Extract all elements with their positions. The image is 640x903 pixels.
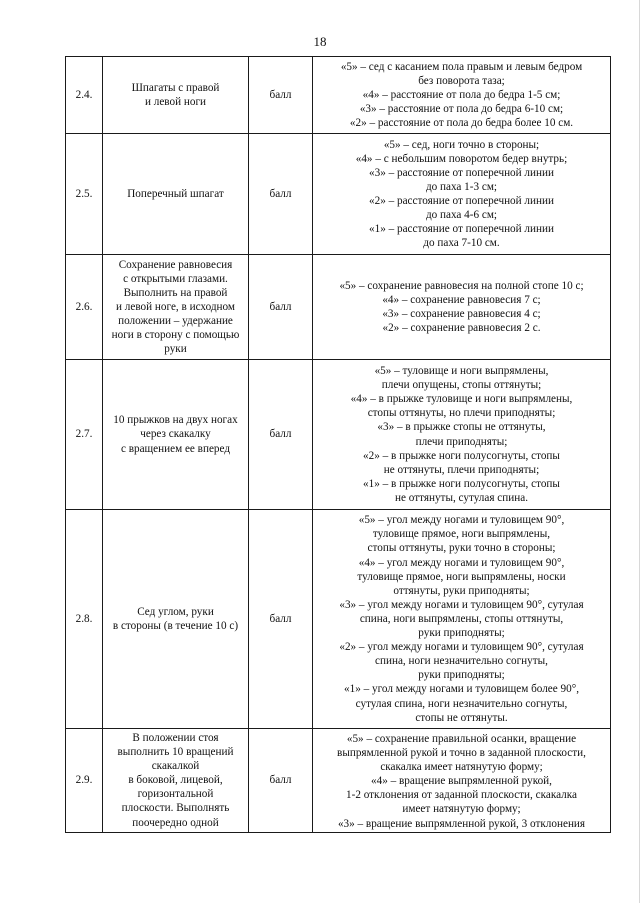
test-name [103, 360, 249, 510]
criteria-cell [313, 134, 611, 255]
criteria-line: «4» – вращение выпрямленной рукой, [371, 775, 552, 788]
criteria-line: плечи опущены, стопы оттянуты; [381, 379, 542, 392]
criteria-line: выпрямленной рукой и точно в заданной плоскости, [337, 747, 586, 760]
unit-cell: балл [249, 510, 313, 729]
row-number: 2.7. [66, 360, 103, 510]
criteria-line: стопы не оттянуты. [415, 711, 508, 724]
table-row [66, 255, 611, 360]
unit-cell: балл [249, 729, 313, 833]
criteria-line: «5» – сохранение равновесия на полной стопе 10 с; [339, 279, 584, 292]
criteria-line: «1» – угол между ногами и туловищем более 90°, [344, 683, 579, 696]
criteria-line: руки приподняты; [418, 669, 505, 682]
unit-cell: балл [249, 134, 313, 255]
criteria-line: «1» – в прыжке ноги полусогнуты, стопы [363, 477, 560, 490]
test-name-line: Шпагаты с правой [131, 81, 220, 94]
criteria-line: плечи приподняты; [415, 435, 508, 448]
criteria-line: «5» – туловище и ноги выпрямлены, [374, 365, 549, 378]
criteria-line: «2» – расстояние от пола до бедра более 10 см. [349, 117, 574, 130]
criteria-line: оттянуты, руки приподняты; [393, 584, 530, 597]
criteria-cell [313, 729, 611, 833]
test-name-line: и левой ноги [144, 96, 207, 108]
criteria-line: «4» – с небольшим поворотом бедер внутрь; [355, 152, 568, 165]
test-name-line: В положении стоя [132, 732, 219, 744]
test-name-line: горизонтальной [137, 788, 214, 801]
criteria-line: «3» – расстояние от поперечной линии [369, 166, 554, 179]
criteria-line: туловище прямое, ноги выпрямлены, носки [357, 570, 566, 583]
test-name-line: 10 прыжков на двух ногах [113, 414, 238, 427]
page-number: 18 [313, 34, 327, 49]
criteria-line: «3» – вращение выпрямленной рукой, 3 отклонения [337, 817, 586, 830]
criteria-line: «3» – угол между ногами и туловищем 90°, сутулая [339, 598, 584, 611]
table-row [66, 57, 611, 134]
test-name-line: с вращением ее вперед [120, 442, 231, 455]
test-name-line: в стороны (в течение 10 с) [112, 620, 239, 632]
standards-table [65, 56, 611, 833]
criteria-line: «3» – расстояние от пола до бедра 6-10 см; [359, 103, 564, 116]
criteria-line: не оттянуты, сутулая спина. [395, 491, 528, 504]
test-name-line: плоскости. Выполнять [121, 802, 230, 815]
test-name-line: скакалкой [151, 760, 200, 773]
criteria-line: без поворота таза; [418, 74, 505, 87]
test-name-line: положении – удержание [118, 315, 233, 328]
criteria-line: «4» – расстояние от пола до бедра 1-5 см; [362, 88, 561, 101]
criteria-line: 1-2 отклонения от заданной плоскости, скакалка [346, 789, 577, 802]
criteria-line: «5» – угол между ногами и туловищем 90°, [358, 514, 565, 527]
criteria-line: до паха 4-6 см; [425, 209, 498, 222]
unit-cell: балл [249, 57, 313, 134]
criteria-cell [313, 255, 611, 360]
criteria-line: «2» – расстояние от поперечной линии [369, 195, 554, 207]
table-row [66, 729, 611, 833]
test-name-line: ноги в сторону с помощью [111, 329, 240, 342]
test-name-line: поочередно одной [132, 816, 219, 829]
criteria-cell [313, 57, 611, 134]
criteria-line: спина, ноги незначительно согнуты, [375, 655, 548, 668]
criteria-line: стопы оттянуты, но плечи приподняты; [367, 407, 556, 420]
test-name-line: Сед углом, руки [137, 605, 214, 618]
unit-cell: балл [249, 360, 313, 510]
row-number: 2.8. [66, 510, 103, 729]
test-name-line: Сохранение равновесия [118, 258, 233, 271]
test-name-line: с открытыми глазами. [123, 272, 228, 285]
table-row [66, 510, 611, 729]
row-number: 2.4. [66, 57, 103, 134]
criteria-line: скакалка имеет натянутую форму; [380, 761, 543, 774]
test-name-line: руки [164, 343, 187, 356]
criteria-line: «2» – сохранение равновесия 2 с. [382, 322, 541, 335]
criteria-line: до паха 7-10 см. [423, 237, 500, 250]
criteria-line: сутулая спина, ноги незначительно согнуты, [355, 697, 568, 710]
criteria-line: руки приподняты; [418, 627, 505, 640]
criteria-cell [313, 510, 611, 729]
test-name-line: через скакалку [140, 428, 211, 441]
row-number: 2.9. [66, 729, 103, 833]
unit-cell: балл [249, 255, 313, 360]
criteria-line: стопы оттянуты, руки точно в стороны; [367, 542, 556, 555]
criteria-line: «2» – угол между ногами и туловищем 90°, сутулая [339, 641, 584, 654]
test-name-line: Поперечный шпагат [127, 187, 224, 200]
test-name [103, 57, 249, 134]
criteria-line: «1» – расстояние от поперечной линии [369, 223, 554, 236]
criteria-line: «5» – сохранение правильной осанки, вращение [346, 733, 577, 745]
criteria-line: «4» – в прыжке туловище и ноги выпрямлены, [350, 393, 573, 406]
criteria-line: «5» – сед, ноги точно в стороны; [383, 138, 540, 151]
test-name-line: и левой ноге, в исходном [116, 300, 235, 313]
test-name [103, 729, 249, 833]
test-name [103, 255, 249, 360]
table-row [66, 134, 611, 255]
row-number: 2.5. [66, 134, 103, 255]
test-name [103, 510, 249, 729]
test-name-line: выполнить 10 вращений [117, 746, 234, 759]
criteria-line: не оттянуты, плечи приподняты; [383, 463, 540, 476]
criteria-line: «3» – в прыжке стопы не оттянуты, [377, 421, 546, 434]
criteria-line: имеет натянутую форму; [402, 803, 521, 816]
table-row [66, 360, 611, 510]
criteria-line: «2» – в прыжке ноги полусогнуты, стопы [363, 449, 560, 462]
criteria-line: «4» – угол между ногами и туловищем 90°, [358, 556, 565, 569]
criteria-line: туловище прямое, ноги выпрямлены, [372, 528, 551, 541]
criteria-line: до паха 1-3 см; [425, 180, 498, 193]
criteria-line: спина, ноги выпрямлены, стопы оттянуты, [359, 612, 564, 625]
test-name [103, 134, 249, 255]
criteria-line: «4» – сохранение равновесия 7 с; [382, 293, 541, 306]
criteria-cell [313, 360, 611, 510]
criteria-line: «5» – сед с касанием пола правым и левым бедром [340, 60, 583, 73]
test-name-line: Выполнить на правой [123, 286, 228, 299]
test-name-line: в боковой, лицевой, [128, 774, 223, 787]
criteria-line: «3» – сохранение равновесия 4 с; [382, 308, 541, 320]
row-number: 2.6. [66, 255, 103, 360]
